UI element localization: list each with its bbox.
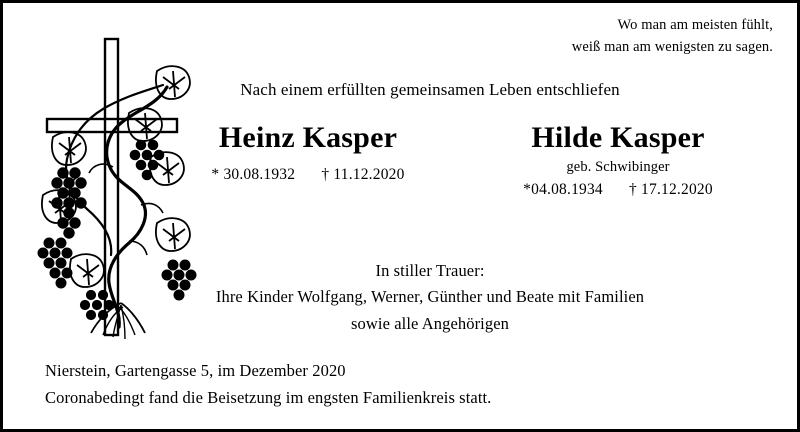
footer-note: Coronabedingt fand die Beisetzung im engsten Familienkreis statt.: [45, 387, 492, 407]
deceased-persons: [183, 121, 783, 199]
birth-date: *04.08.1934: [523, 180, 603, 198]
person-name: Hilde Kasper: [531, 121, 705, 154]
intro-text: Nach einem erfüllten gemeinsamen Leben entschliefen: [240, 80, 620, 99]
mourning-line-1: Ihre Kinder Wolfgang, Werner, Günther und Beate mit Familien: [215, 287, 645, 307]
death-date: † 17.12.2020: [629, 180, 713, 198]
epigraph: [572, 15, 773, 59]
footer-block: [45, 358, 491, 411]
mourning-heading: In stiller Trauer:: [375, 261, 485, 280]
footer-location-date: Nierstein, Gartengasse 5, im Dezember 2020: [45, 361, 346, 381]
epigraph-line-2: weiß man am wenigsten zu sagen.: [571, 38, 773, 55]
person-entry: [493, 121, 743, 199]
mourning-block: [3, 258, 797, 337]
mourning-line-2: sowie alle Angehörigen: [351, 313, 509, 333]
death-date: † 11.12.2020: [321, 165, 405, 183]
intro-line: [3, 80, 797, 100]
person-dates: [493, 181, 743, 199]
epigraph-line-1: Wo man am meisten fühlt,: [617, 17, 773, 33]
person-name: Heinz Kasper: [218, 121, 398, 154]
person-dates: [183, 166, 433, 184]
person-entry: [183, 121, 433, 199]
birth-date: * 30.08.1932: [211, 165, 296, 183]
mourning-inner: [156, 258, 644, 337]
person-maiden-name: geb. Schwibinger: [566, 158, 670, 175]
